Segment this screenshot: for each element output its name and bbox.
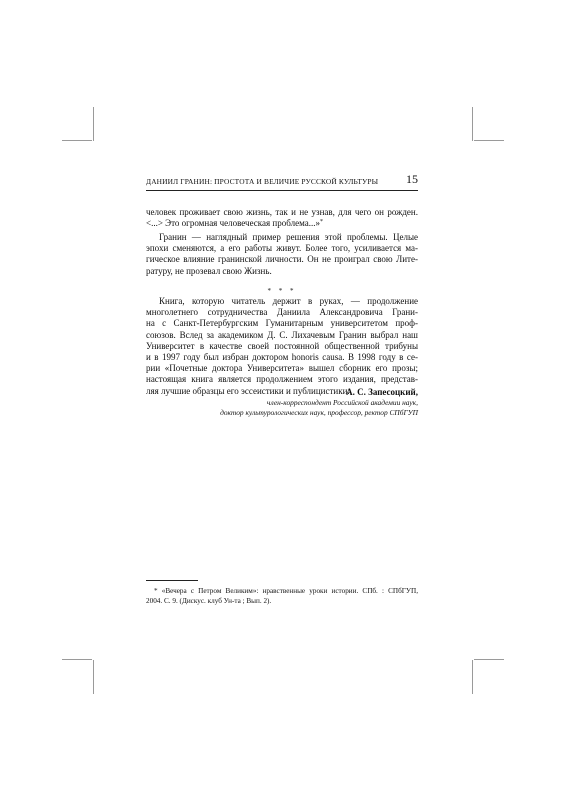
text-line: гическое влияние гранинской личности. Он не проиграл свою Лите- — [146, 254, 418, 265]
paragraph-granin — [146, 232, 418, 277]
running-head-title: ДАНИИЛ ГРАНИН: ПРОСТОТА И ВЕЛИЧИЕ РУССКОЙ КУЛЬТУРЫ — [146, 177, 379, 186]
footnote — [146, 586, 418, 606]
footnote-line: 2004. С. 9. (Дискус. клуб Ун-та ; Вып. 2). — [146, 597, 272, 605]
text-line: настоящая книга является продолжением этого издания, представ- — [146, 374, 418, 385]
text-line: Университет в качестве своей постоянной общественной трибуны — [146, 340, 418, 351]
crop-mark-top-left — [93, 107, 94, 141]
footnote-rule — [146, 580, 198, 581]
header-rule — [146, 190, 418, 191]
text-line: рии «Почетные доктора Университета» вышел сборник его прозы; — [146, 363, 418, 374]
signature-block — [146, 386, 418, 418]
text-line: ратуру, не прозевал свою Жизнь. — [146, 265, 272, 276]
text-line: человек проживает свою жизнь, так и не узнав, для чего он рожден. — [146, 207, 418, 217]
text-line: и в 1997 году был избран доктором honoris causa. В 1998 году в се- — [146, 351, 418, 362]
page-number: 15 — [406, 172, 418, 186]
text-line: ляя лучшие образцы его эссеистики и публицистики. — [146, 385, 350, 396]
footnote-marker: * — [319, 219, 323, 226]
crop-mark-bottom-right-horizontal — [474, 659, 504, 660]
text-line: многолетнего сотрудничества Даниила Александровича Грани- — [146, 307, 418, 318]
running-head — [146, 172, 418, 190]
footnote-line: * «Вечера с Петром Великим»: нравственные уроки истории. СПб. : СПбГУП, — [154, 587, 418, 595]
crop-mark-top-right — [472, 107, 473, 141]
text-line: Книга, которую читатель держит в руках, — продолжение — [159, 296, 418, 306]
signature-role: член-корреспондент Российской академии наук, — [266, 398, 418, 407]
section-separator: * * * — [267, 287, 297, 295]
text-line: Гранин — наглядный пример решения этой проблемы. Целые — [159, 232, 418, 242]
text-line — [146, 218, 418, 229]
signature-author: А. С. Запесоцкий, — [346, 387, 418, 397]
text-line: союзов. Вслед за академиком Д. С. Лихачевым Гранин выбрал наш — [146, 329, 418, 340]
crop-mark-bottom-left-horizontal — [62, 659, 92, 660]
text-line: на с Санкт-Петербургским Гуманитарным университетом проф- — [146, 318, 418, 329]
crop-mark-top-left-horizontal — [62, 140, 92, 141]
signature-role: доктор культурологических наук, профессор, ректор СПбГУП — [220, 408, 418, 417]
paragraph-continuation — [146, 207, 418, 229]
text-line: эпохи сменяются, а его работы живут. Более того, усиливается ма- — [146, 243, 418, 254]
crop-mark-bottom-left — [93, 660, 94, 694]
crop-mark-bottom-right — [472, 660, 473, 694]
crop-mark-top-right-horizontal — [474, 140, 504, 141]
text-line-content: <...> Это огромная человеческая проблема...» — [146, 218, 320, 229]
paragraph-book — [146, 296, 418, 397]
